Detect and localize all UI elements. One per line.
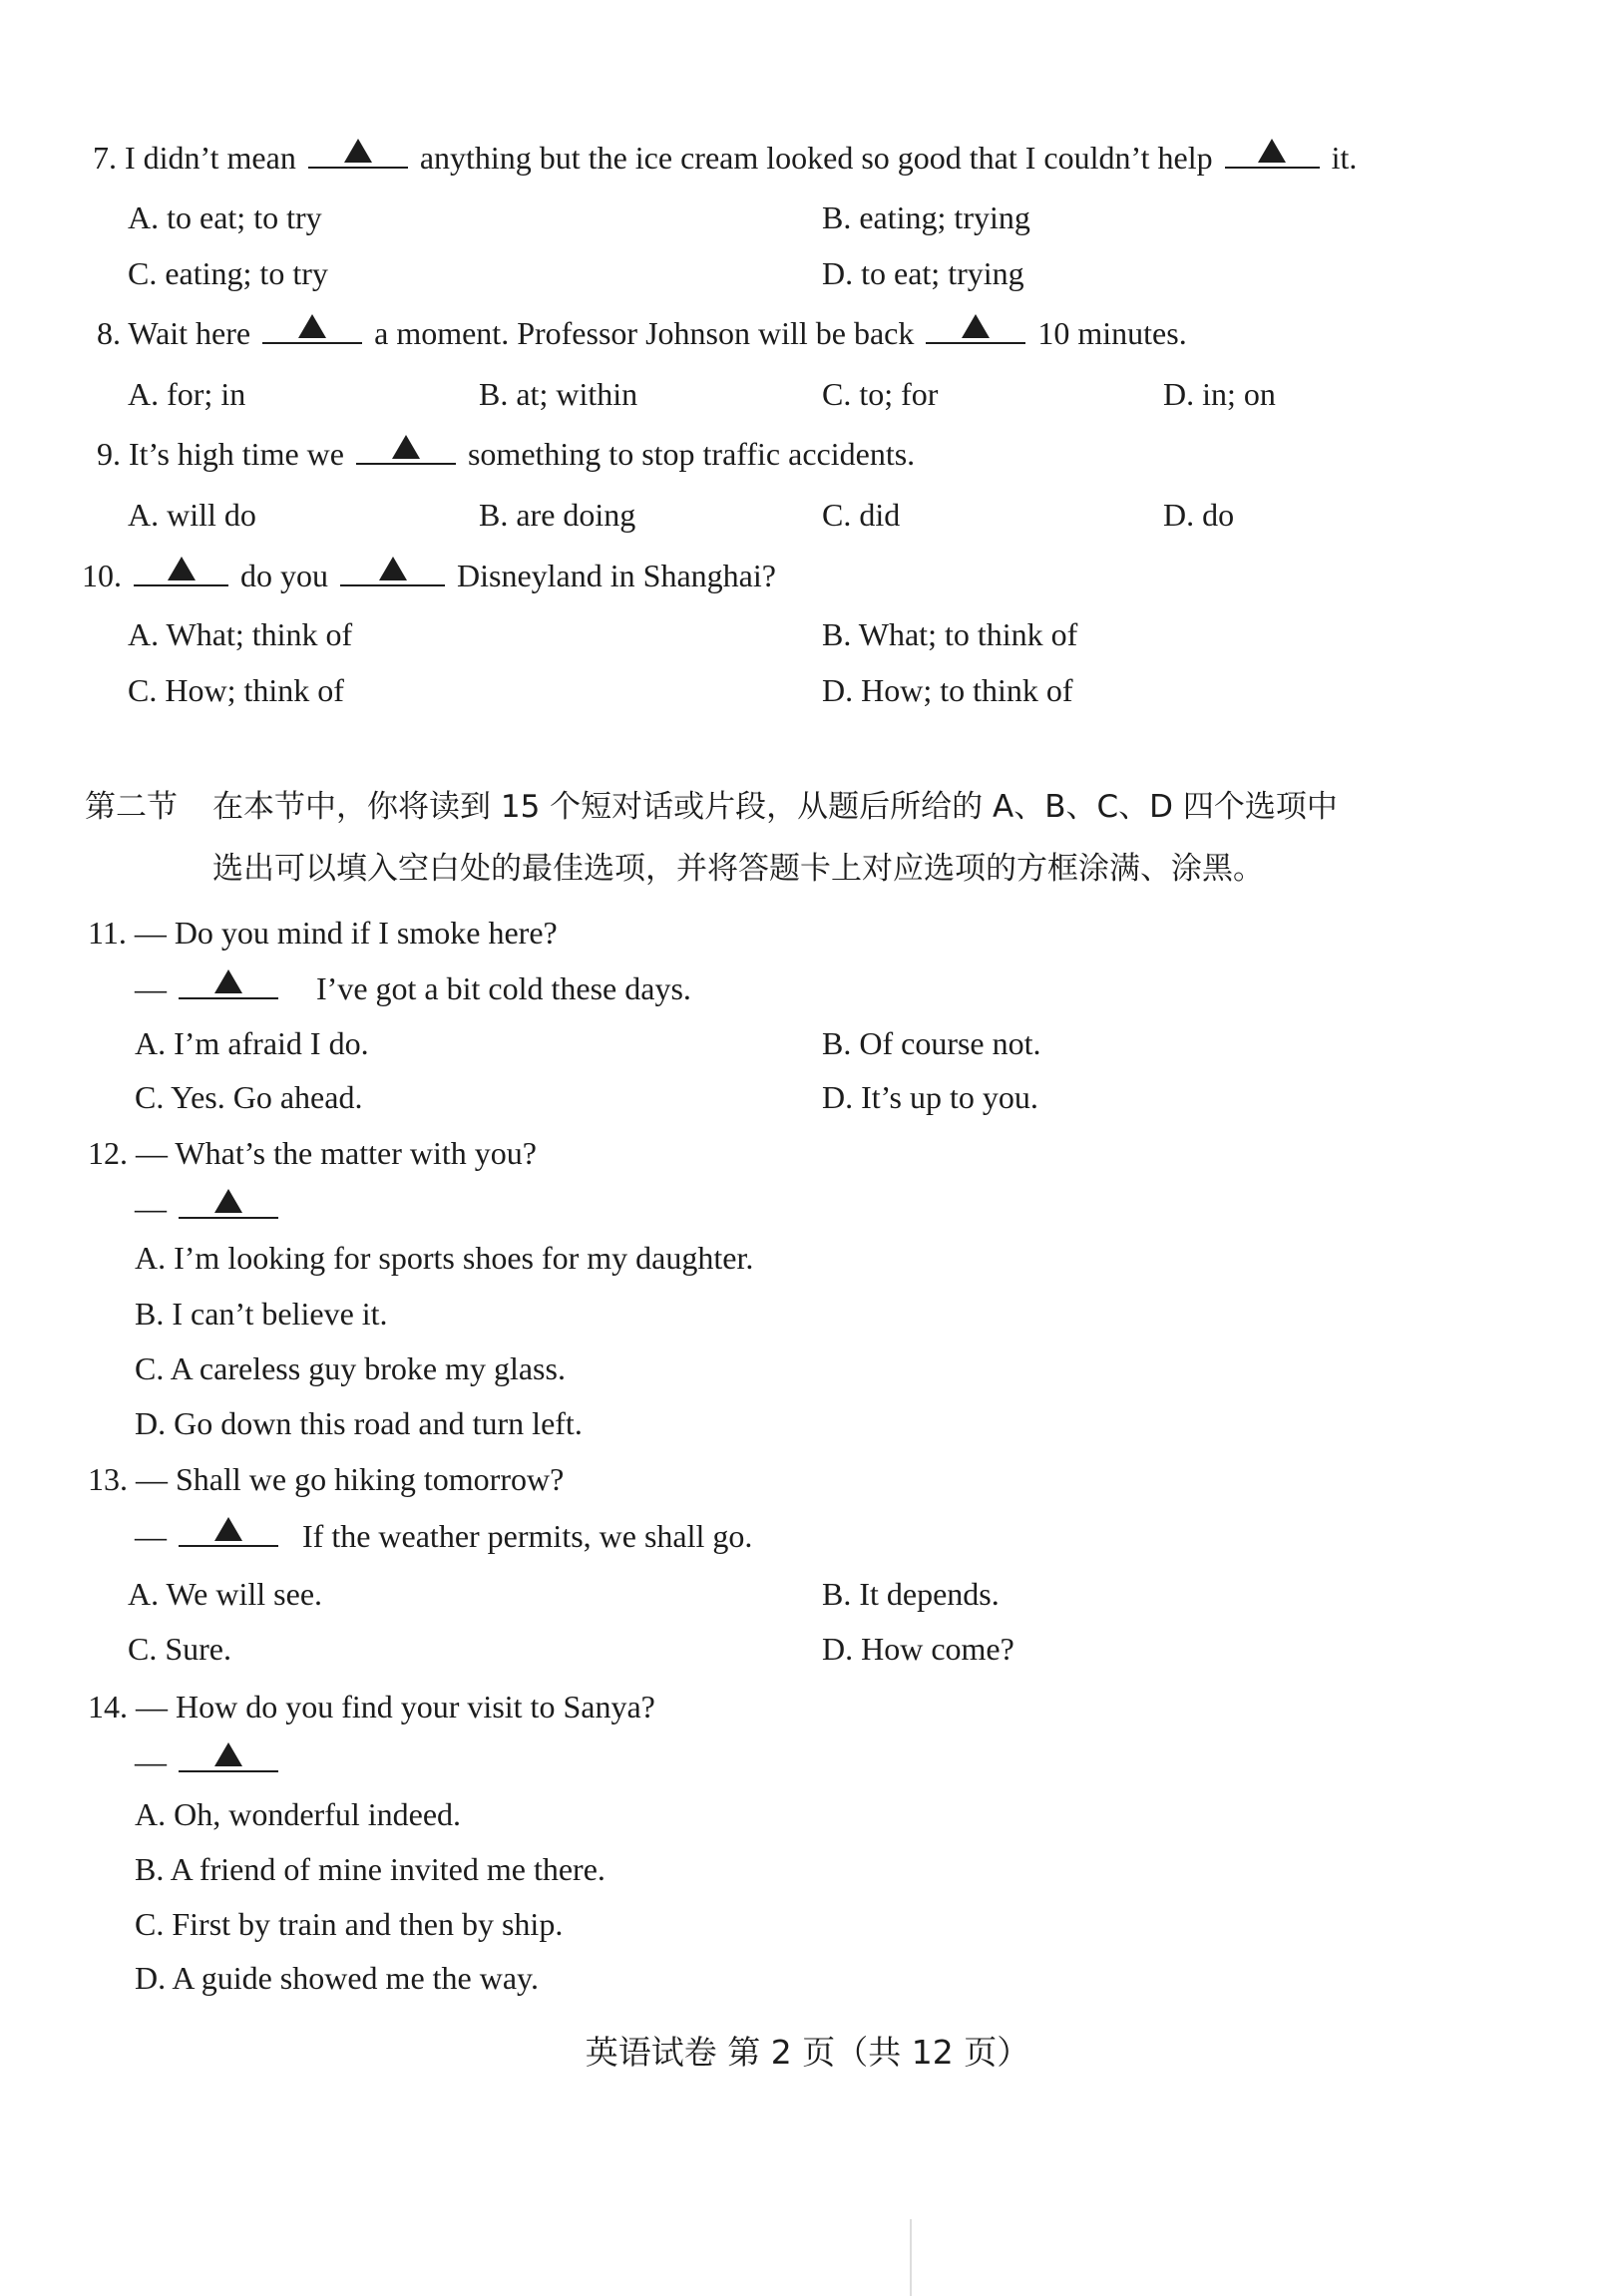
option-a: A. I’m looking for sports shoes for my daughter. — [135, 1240, 754, 1276]
triangle-icon — [392, 435, 420, 459]
question-14-option-a — [0, 1786, 1615, 1842]
option-c: C. Sure. — [128, 1631, 231, 1667]
question-10-stem — [0, 548, 1615, 603]
answer-blank — [179, 1742, 278, 1772]
option-d: D. How; to think of — [822, 672, 1073, 708]
section-2-instructions — [0, 779, 1615, 835]
question-11-options-row2 — [0, 1069, 1615, 1125]
option-a: A. I’m afraid I do. — [135, 1025, 369, 1061]
option-d: D. in; on — [1163, 376, 1276, 412]
option-a: A. will do — [128, 497, 256, 533]
question-8-options — [0, 366, 1615, 422]
stem-text: I didn’t mean — [125, 140, 296, 176]
option-d: D. How come? — [822, 1631, 1014, 1667]
question-7-stem — [0, 130, 1615, 186]
question-12-option-d — [0, 1395, 1615, 1451]
question-13-prompt — [0, 1451, 1615, 1507]
question-13-reply — [0, 1508, 1615, 1564]
option-d: D. It’s up to you. — [822, 1079, 1038, 1115]
dialogue-dash: — — [135, 1190, 167, 1226]
question-14-reply — [0, 1733, 1615, 1789]
option-d: D. A guide showed me the way. — [135, 1960, 539, 1996]
question-number: 12. — [88, 1135, 128, 1171]
question-12-prompt — [0, 1125, 1615, 1181]
triangle-icon — [214, 1189, 242, 1213]
question-10-options-row2 — [0, 662, 1615, 718]
answer-blank — [340, 557, 445, 586]
option-b: B. eating; trying — [822, 199, 1030, 235]
stem-text: a moment. Professor Johnson will be back — [374, 315, 915, 351]
question-11-options-row1 — [0, 1015, 1615, 1071]
triangle-icon — [344, 139, 372, 163]
option-a: A. to eat; to try — [128, 199, 322, 235]
option-c: C. to; for — [822, 376, 939, 412]
answer-blank — [179, 1517, 278, 1547]
question-14-option-c — [0, 1896, 1615, 1952]
triangle-icon — [214, 1742, 242, 1766]
option-b: B. Of course not. — [822, 1025, 1041, 1061]
stem-text: anything but the ice cream looked so good that I couldn’t help — [419, 140, 1213, 176]
question-number: 10. — [82, 558, 122, 593]
question-number: 8. — [97, 315, 121, 351]
question-10-options-row1 — [0, 606, 1615, 662]
option-c: C. did — [822, 497, 901, 533]
question-14-option-d — [0, 1950, 1615, 2006]
option-a: A. for; in — [128, 376, 246, 412]
option-b: B. are doing — [479, 497, 636, 533]
option-b: B. A friend of mine invited me there. — [135, 1851, 606, 1887]
question-12-option-b — [0, 1286, 1615, 1341]
stem-text: It’s high time we — [129, 436, 344, 472]
stem-text: 10 minutes. — [1037, 315, 1187, 351]
question-12-reply — [0, 1180, 1615, 1236]
option-c: C. Yes. Go ahead. — [135, 1079, 363, 1115]
stem-text: do you — [240, 558, 328, 593]
dialogue-dash: — — [135, 1518, 167, 1554]
triangle-icon — [298, 314, 326, 338]
dialogue-dash: — — [135, 970, 167, 1006]
question-number: 13. — [88, 1461, 128, 1497]
option-c: C. A careless guy broke my glass. — [135, 1350, 566, 1386]
question-14-prompt — [0, 1679, 1615, 1734]
triangle-icon — [379, 557, 407, 580]
question-9-options — [0, 487, 1615, 543]
triangle-icon — [214, 969, 242, 993]
option-a: A. We will see. — [128, 1576, 323, 1612]
option-d: D. to eat; trying — [822, 255, 1024, 291]
dialogue-prompt: — What’s the matter with you? — [136, 1135, 537, 1171]
option-b: B. It depends. — [822, 1576, 1000, 1612]
instruction-line-2: 选出可以填入空白处的最佳选项，并将答题卡上对应选项的方框涂满、涂黑。 — [212, 851, 1264, 887]
option-c: C. eating; to try — [128, 255, 328, 291]
instruction-line-1: 在本节中，你将读到 15 个短对话或片段，从题后所给的 A、B、C、D 四个选项中 — [212, 789, 1338, 825]
question-number: 7. — [93, 140, 117, 176]
scan-fold-line — [910, 2219, 912, 2296]
question-13-options-row1 — [0, 1566, 1615, 1622]
option-a: A. Oh, wonderful indeed. — [135, 1796, 462, 1832]
option-a: A. What; think of — [128, 616, 353, 652]
question-11-reply — [0, 960, 1615, 1016]
option-d: D. Go down this road and turn left. — [135, 1405, 583, 1441]
triangle-icon — [962, 314, 990, 338]
option-c: C. How; think of — [128, 672, 344, 708]
question-number: 11. — [88, 915, 127, 951]
dialogue-dash: — — [135, 1743, 167, 1779]
triangle-icon — [214, 1517, 242, 1541]
question-7-options-row1 — [0, 190, 1615, 245]
page-footer: 英语试卷 第 2 页（共 12 页） — [585, 2033, 1030, 2072]
answer-blank — [1225, 139, 1320, 169]
stem-text: something to stop traffic accidents. — [467, 436, 916, 472]
dialogue-prompt: — Shall we go hiking tomorrow? — [136, 1461, 565, 1497]
option-c: C. First by train and then by ship. — [135, 1906, 564, 1942]
answer-blank — [262, 314, 362, 344]
stem-text: Disneyland in Shanghai? — [457, 558, 776, 593]
question-9-stem — [0, 426, 1615, 482]
question-13-options-row2 — [0, 1621, 1615, 1677]
option-b: B. I can’t believe it. — [135, 1296, 388, 1332]
dialogue-reply: I’ve got a bit cold these days. — [316, 970, 691, 1006]
triangle-icon — [168, 557, 196, 580]
question-14-option-b — [0, 1841, 1615, 1897]
option-b: B. at; within — [479, 376, 638, 412]
question-number: 9. — [97, 436, 121, 472]
question-number: 14. — [88, 1689, 128, 1724]
dialogue-prompt: — How do you find your visit to Sanya? — [136, 1689, 655, 1724]
answer-blank — [308, 139, 408, 169]
stem-text: Wait here — [128, 315, 251, 351]
question-11-prompt — [0, 905, 1615, 960]
answer-blank — [179, 969, 278, 999]
section-label: 第二节 — [85, 789, 178, 825]
triangle-icon — [1258, 139, 1286, 163]
stem-text: it. — [1331, 140, 1358, 176]
question-12-option-a — [0, 1230, 1615, 1286]
dialogue-reply: If the weather permits, we shall go. — [302, 1518, 753, 1554]
answer-blank — [134, 557, 228, 586]
section-2-instructions-line2 — [0, 841, 1615, 897]
question-7-options-row2 — [0, 245, 1615, 301]
option-d: D. do — [1163, 497, 1235, 533]
answer-blank — [356, 435, 456, 465]
option-b: B. What; to think of — [822, 616, 1078, 652]
answer-blank — [926, 314, 1025, 344]
dialogue-prompt: — Do you mind if I smoke here? — [134, 915, 558, 951]
question-8-stem — [0, 305, 1615, 361]
question-12-option-c — [0, 1340, 1615, 1396]
answer-blank — [179, 1189, 278, 1219]
